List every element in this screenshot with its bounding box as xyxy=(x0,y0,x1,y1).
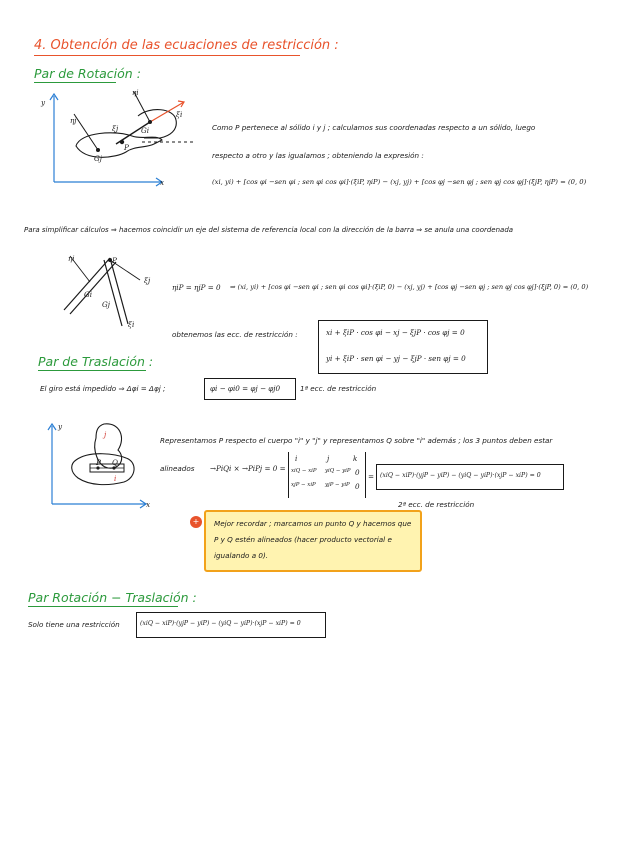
t-p-label: P xyxy=(96,458,101,467)
rot-gi-label: Gi xyxy=(141,126,150,135)
det-cell: xiQ − xiP xyxy=(291,468,317,474)
rot-y-label: y xyxy=(41,98,46,107)
t-q-label: Q xyxy=(112,458,118,467)
determinant xyxy=(288,452,366,498)
second-restriction-eq: (xiQ − xiP)·(yjP − yiP) − (yiQ − yiP)·(xjP − xiP) = 0 xyxy=(380,472,541,479)
rot-xi-label: ξi xyxy=(176,110,183,119)
rot-gj-label: Gj xyxy=(94,154,102,163)
cross-product: →PiQi × →PiPj = 0 = xyxy=(210,464,286,473)
representation-text-2: alineados xyxy=(160,464,195,473)
det-cell: j xyxy=(327,454,330,463)
giro-equation: φi − φi0 = φj − φj0 xyxy=(210,384,281,393)
representation-text-1: Representamos P respecto el cuerpo "i" y "j" y representamos Q sobre "i" además ; los 3 puntos deben estar xyxy=(160,436,553,445)
translation-heading-underline xyxy=(38,370,146,371)
det-cell: yjP − yiP xyxy=(325,482,350,488)
t-x-label: x xyxy=(146,500,151,509)
rot-text-2: respecto a otro y las igualamos ; obteniendo la expresión : xyxy=(212,151,424,160)
note-box xyxy=(204,510,422,572)
eta-j-line xyxy=(74,114,98,150)
bar-xi-label: ξi xyxy=(128,320,135,329)
bar-gi-label: Gi xyxy=(84,290,93,299)
restriction-eq-2: yi + ξiP · sen φi − yj − ξjP · sen φj = 0 xyxy=(326,354,466,363)
obtain-text: obtenemos las ecc. de restricción : xyxy=(172,330,298,339)
translation-heading: Par de Traslación : xyxy=(38,354,154,369)
note-line: igualando a 0). xyxy=(214,551,269,560)
rot-x-label: x xyxy=(160,178,165,187)
note-line: P y Q estén alineados (hacer producto vectorial e xyxy=(214,535,392,544)
rot-tras-equation: (xiQ − xiP)·(yjP − yiP) − (yiQ − yiP)·(xjP − xiP) = 0 xyxy=(140,620,301,627)
note-plus-icon: + xyxy=(190,516,202,528)
det-cell: k xyxy=(353,454,358,463)
rot-p-label: P xyxy=(124,143,129,152)
rotation-heading: Par de Rotación : xyxy=(34,66,141,81)
det-cell: yiQ − yiP xyxy=(325,468,351,474)
det-cell: xjP − xiP xyxy=(291,482,316,488)
giro-text: El giro está impedido ⇒ Δφi = Δφj ; xyxy=(40,384,166,393)
rotation-heading-underline xyxy=(34,82,116,83)
equals-sign: = xyxy=(368,472,375,481)
body-i-shape xyxy=(72,454,134,485)
rot-xij-label: ξj xyxy=(112,124,119,133)
note-text xyxy=(214,516,411,564)
rot-equation-1: (xi, yi) + [cos φi −sen φi ; sen φi cos φi]·(ξiP, ηiP) − (xj, yj) + [cos φj −sen φj ; sen φj cos φj]·(ξjP, ηjP) = (0, 0) xyxy=(212,178,587,186)
point-gj xyxy=(96,148,100,152)
point-gi xyxy=(148,120,152,124)
eta-condition: ηiP = ηjP = 0 xyxy=(172,283,221,292)
rot-tras-heading-underline xyxy=(28,606,178,607)
det-cell: 0 xyxy=(355,482,360,491)
rotation-diagram xyxy=(46,84,226,204)
t-i-label: i xyxy=(114,474,117,483)
restriction-eq-1: xi + ξiP · cos φi − xj − ξjP · cos φj = 0 xyxy=(326,328,465,337)
rot-tras-lead: Solo tiene una restricción xyxy=(28,620,120,629)
rot-text-1: Como P pertenece al sólido i y j ; calculamos sus coordenadas respecto a un sólido, luego xyxy=(212,123,536,132)
page-title: 4. Obtención de las ecuaciones de restricción : xyxy=(34,38,339,53)
second-restriction-label: 2ª ecc. de restricción xyxy=(398,500,475,509)
title-underline xyxy=(34,55,300,56)
first-restriction-label: 1ª ecc. de restricción xyxy=(300,384,377,393)
bar-eta-label: ηi xyxy=(68,254,75,263)
rot-equation-2: ⇒ (xi, yi) + [cos φi −sen φi ; sen φi cos φi]·(ξiP, 0) − (xj, yj) + [cos φj −sen φj ; sen φj cos φj]·(ξjP, 0) = (0, 0) xyxy=(230,283,589,291)
bar-gj-label: Gj xyxy=(102,300,110,309)
det-cell: i xyxy=(295,454,298,463)
t-y-label: y xyxy=(58,422,63,431)
bar-xij-label: ξj xyxy=(144,276,151,285)
bar-p-label: P xyxy=(112,256,117,265)
bar-diagram xyxy=(60,252,160,332)
note-line: Mejor recordar ; marcamos un punto Q y hacemos que xyxy=(214,519,412,528)
rot-tras-heading: Par Rotación − Traslación : xyxy=(28,590,197,605)
rot-eta-j-label: ηj xyxy=(70,116,77,125)
rot-eta-i-label: ηi xyxy=(132,88,139,97)
det-cell: 0 xyxy=(355,468,360,477)
t-j-label: j xyxy=(104,430,107,439)
simplify-text: Para simplificar cálculos ⇒ hacemos coincidir un eje del sistema de referencia local con la dirección de la barra ⇒ se anula una coordenada xyxy=(24,226,514,234)
